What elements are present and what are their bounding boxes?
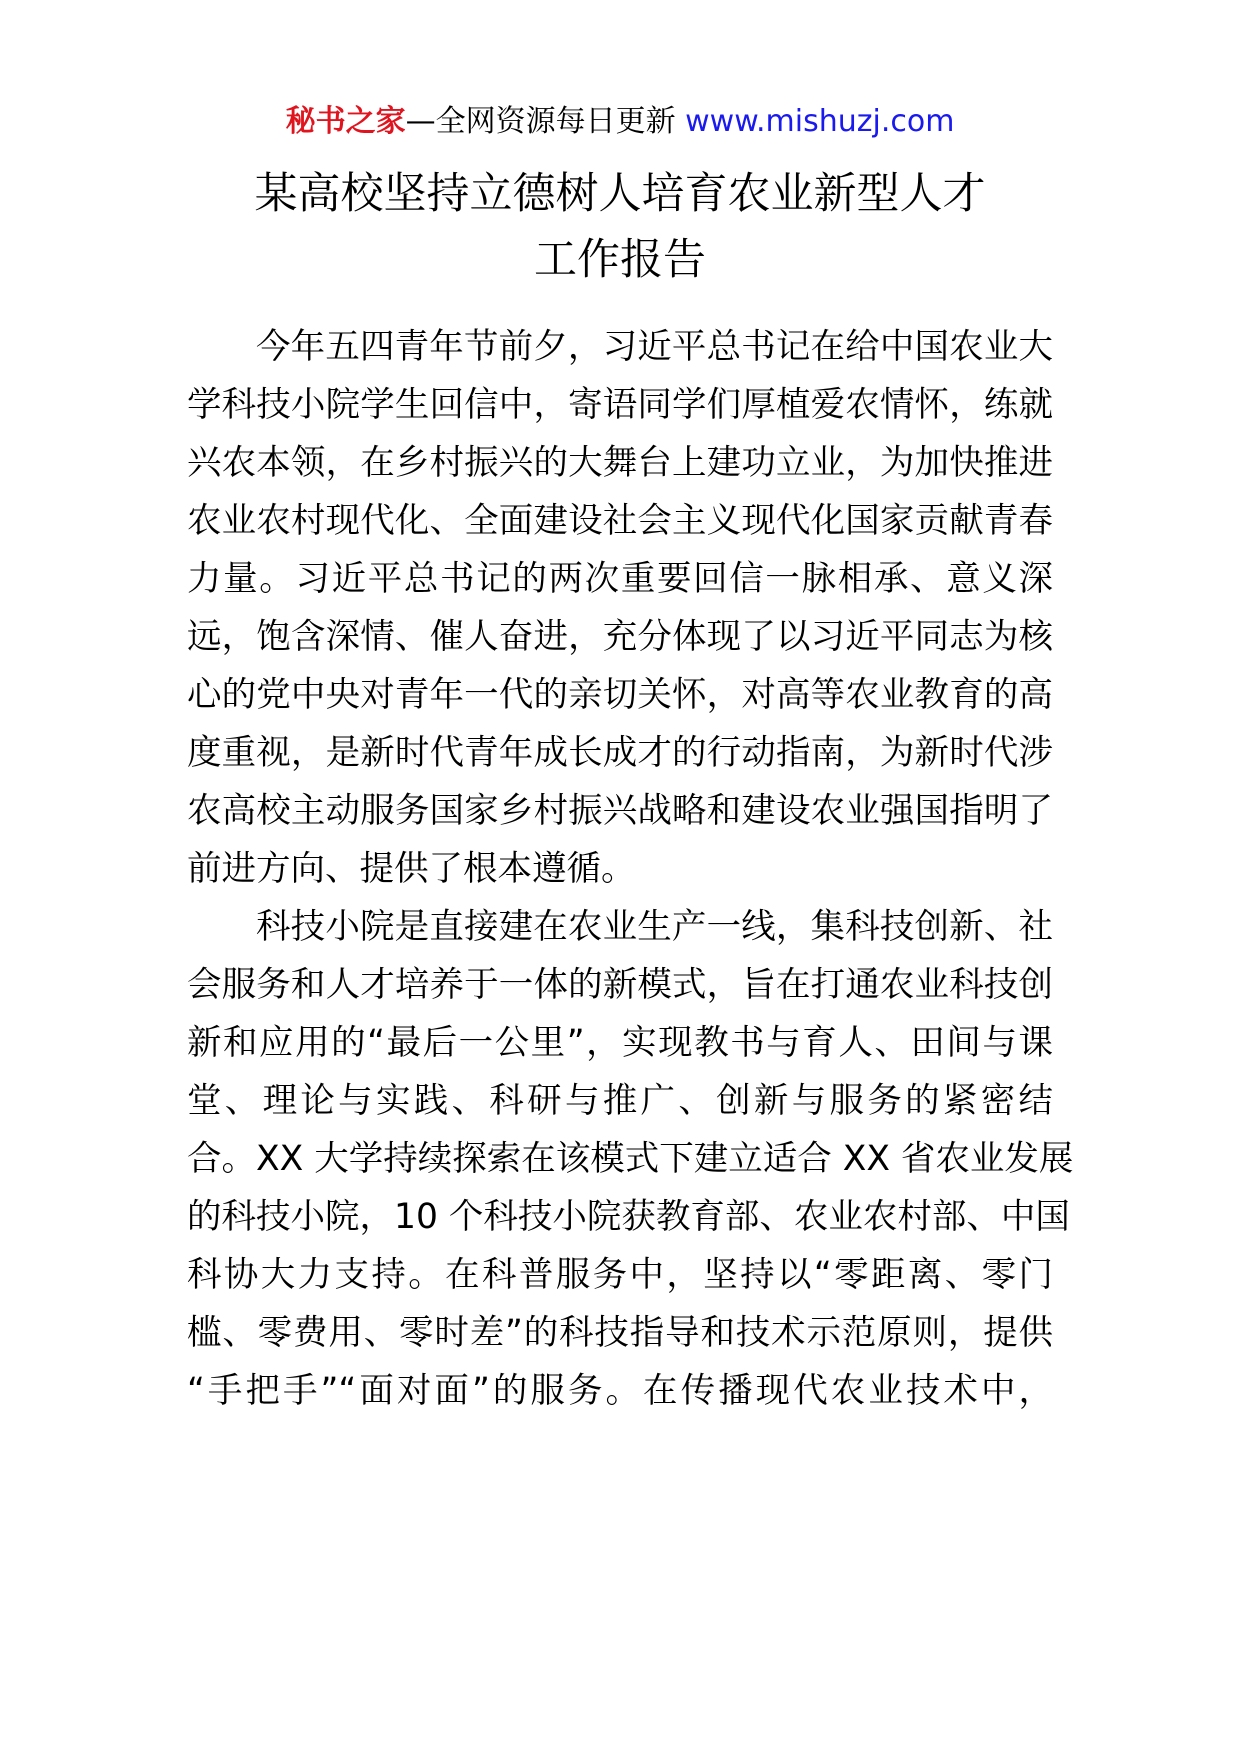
paragraph-2-line: “手把手”“面对面”的服务。在传播现代农业技术中， [187, 1371, 1053, 1411]
paragraph-1-line: 今年五四青年节前夕，习近平总书记在给中国农业大 [256, 327, 1053, 367]
paragraph-2-line: 堂、理论与实践、科研与推广、创新与服务的紧密结 [187, 1081, 1053, 1121]
paragraph-2-line: 科技小院是直接建在农业生产一线，集科技创新、社 [256, 907, 1053, 947]
brand-name: 秘书之家 [285, 104, 406, 139]
watermark-banner [0, 102, 1240, 142]
paragraph-1-line: 力量。习近平总书记的两次重要回信一脉相承、意义深 [187, 559, 1053, 599]
paragraph-1-line: 农高校主动服务国家乡村振兴战略和建设农业强国指明了 [187, 791, 1053, 831]
paragraph-2-line: 槛、零费用、零时差”的科技指导和技术示范原则，提供 [187, 1313, 1053, 1353]
paragraph-2-line: 会服务和人才培养于一体的新模式，旨在打通农业科技创 [187, 965, 1053, 1005]
paragraph-1-line: 学科技小院学生回信中，寄语同学们厚植爱农情怀，练就 [187, 385, 1053, 425]
paragraph-1-line: 农业农村现代化、全面建设社会主义现代化国家贡献青春 [187, 501, 1053, 541]
document-title-line-1: 某高校坚持立德树人培育农业新型人才 [254, 169, 986, 219]
paragraph-1-line: 兴农本领，在乡村振兴的大舞台上建功立业，为加快推进 [187, 443, 1053, 483]
paragraph-1-line: 度重视，是新时代青年成长成才的行动指南，为新时代涉 [187, 733, 1053, 773]
paragraph-2-line: 新和应用的“最后一公里”，实现教书与育人、田间与课 [187, 1023, 1053, 1063]
paragraph-2-line: 科协大力支持。在科普服务中，坚持以“零距离、零门 [187, 1255, 1053, 1295]
paragraph-1-line: 远，饱含深情、催人奋进，充分体现了以习近平同志为核 [187, 617, 1053, 657]
document-title-line-2: 工作报告 [534, 235, 706, 285]
paragraph-1-line: 心的党中央对青年一代的亲切关怀，对高等农业教育的高 [187, 675, 1053, 715]
brand-url[interactable]: www.mishuzj.com [685, 104, 955, 139]
brand-tagline: —全网资源每日更新 [405, 104, 676, 139]
paragraph-1-line: 前进方向、提供了根本遵循。 [187, 849, 636, 889]
paragraph-2-line: 合。XX 大学持续探索在该模式下建立适合 XX 省农业发展 [187, 1139, 1074, 1179]
paragraph-2-line: 的科技小院，10 个科技小院获教育部、农业农村部、中国 [187, 1197, 1070, 1237]
